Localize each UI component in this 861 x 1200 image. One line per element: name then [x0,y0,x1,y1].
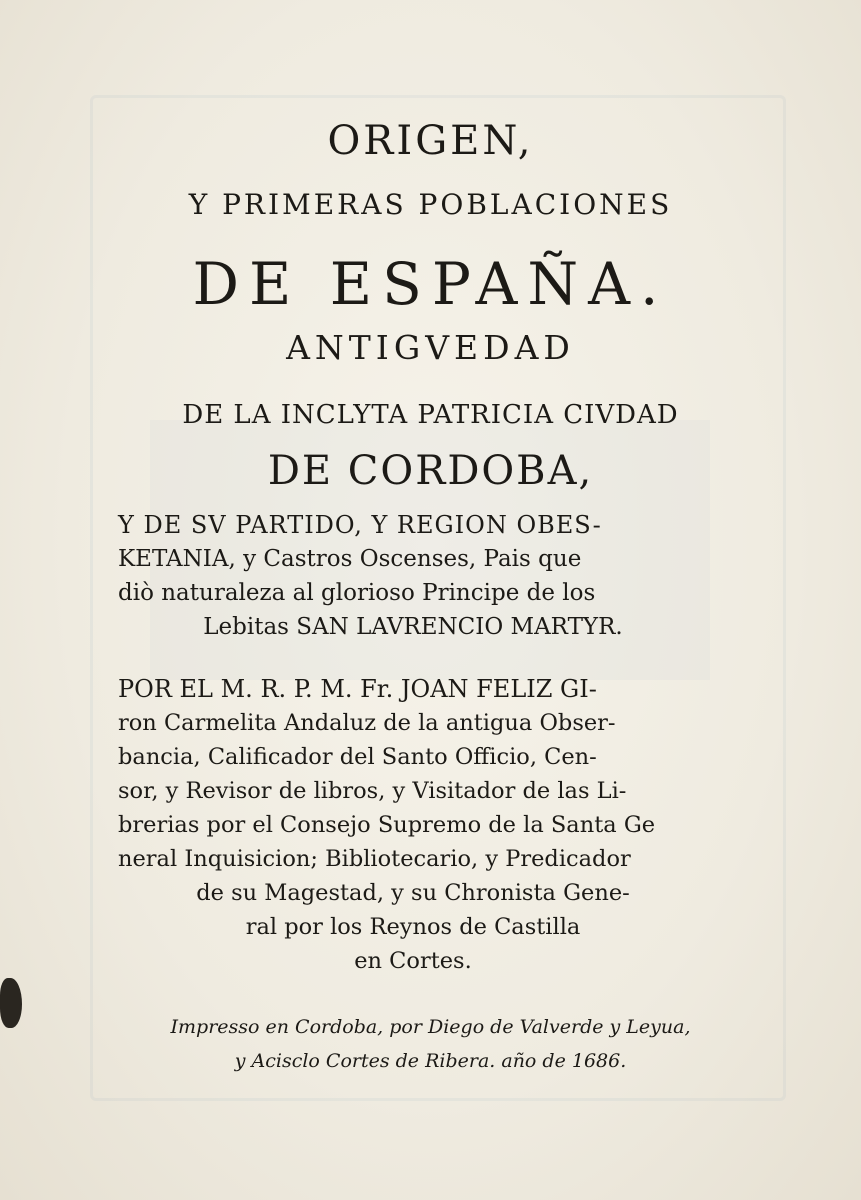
author-line: brerias por el Consejo Supremo de la Santa Ge [118,812,656,838]
title-antiguedad: ANTIGVEDAD [286,328,575,367]
imprint-line: y Acisclo Cortes de Ribera. año de 1686. [234,1050,627,1072]
title-de-espana: DE ESPAÑA. [192,250,669,318]
imprint-line: Impresso en Cordoba, por Diego de Valverde y Leyua, [170,1016,691,1038]
imprint [0,1010,861,1078]
author-line: en Cortes. [354,948,472,974]
author-line: de su Magestad, y su Chronista Gene- [196,880,630,906]
author-line: POR EL M. R. P. M. Fr. JOAN FELIZ GI- [118,675,597,703]
author-line: neral Inquisicion; Bibliotecario, y Predicador [118,846,631,872]
author-line: bancia, Calificador del Santo Officio, Cen- [118,744,597,770]
author-line: ron Carmelita Andaluz de la antigua Obser- [118,710,616,736]
author-paragraph [118,672,708,978]
author-line: ral por los Reynos de Castilla [245,914,581,940]
title-inclyta-patricia: DE LA INCLYTA PATRICIA CIVDAD [182,400,679,430]
subject-line: Y DE SV PARTIDO, Y REGION OBES- [118,511,602,539]
subject-line: diò naturaleza al glorioso Principe de los [118,580,596,606]
subject-line: Lebitas SAN LAVRENCIO MARTYR. [203,614,623,640]
author-line: sor, y Revisor de libros, y Visitador de las Li- [118,778,627,804]
title-primeras-poblaciones: Y PRIMERAS POBLACIONES [188,188,673,221]
title-de-cordoba: DE CORDOBA, [267,448,594,494]
subject-paragraph [118,508,708,644]
subject-line: KETANIA, y Castros Oscenses, Pais que [118,546,582,572]
title-origen: ORIGEN, [327,118,534,164]
